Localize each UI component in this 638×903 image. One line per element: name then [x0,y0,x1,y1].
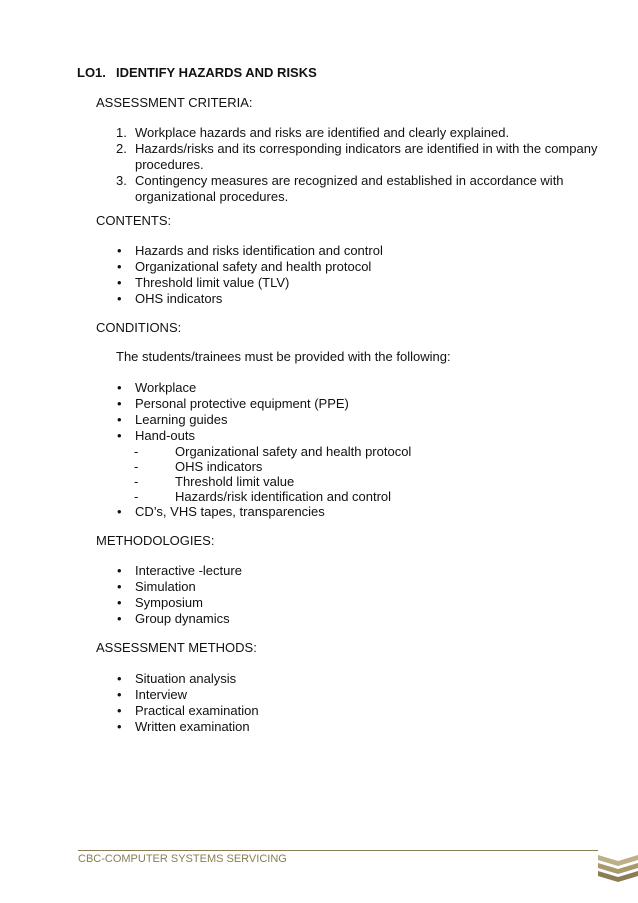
sublist-item: - OHS indicators [134,459,263,474]
assessment-criteria-list [116,125,606,205]
list-item: • Hazards and risks identification and control [117,243,383,258]
criteria-item: 2. Hazards/risks and its corresponding indicators are identified in with the company procedures. [116,141,598,172]
conditions-intro: The students/trainees must be provided with the following: [116,349,451,364]
conditions-list [117,380,411,520]
list-item: • Interview [117,687,188,702]
assessment-methods-list [117,671,259,735]
list-item: • Interactive -lecture [117,563,242,578]
list-item: • Group dynamics [117,611,230,626]
list-item: • Written examination [117,719,250,734]
handouts-sublist [117,444,411,504]
sublist-item: - Hazards/risk identification and control [134,489,392,504]
assessment-methods-label: ASSESSMENT METHODS: [96,640,257,655]
criteria-item: 1. Workplace hazards and risks are identified and clearly explained. [116,125,510,140]
contents-label: CONTENTS: [96,213,172,228]
contents-list [117,243,383,307]
sublist-item: - Organizational safety and health protocol [134,444,412,459]
list-item: • CD’s, VHS tapes, transparencies [117,504,325,519]
list-item: • Simulation [117,579,196,594]
conditions-label: CONDITIONS: [96,320,182,335]
chevron-stack-icon [598,853,638,883]
list-item: • Organizational safety and health protocol [117,259,372,274]
heading-title: IDENTIFY HAZARDS AND RISKS [116,65,317,80]
assessment-criteria-label: ASSESSMENT CRITERIA: [96,95,253,110]
list-item: • OHS indicators [117,291,223,306]
heading-number: LO1. [77,65,106,80]
criteria-item: 3. Contingency measures are recognized and established in accordance with organizational procedures. [116,173,564,204]
list-item: • Personal protective equipment (PPE) [117,396,349,411]
list-item: • Learning guides [117,412,228,427]
section-heading [77,65,317,80]
list-item: • Hand-outs [117,428,195,443]
list-item: • Threshold limit value (TLV) [117,275,290,290]
sublist-item: - Threshold limit value [134,474,295,489]
methodologies-list [117,563,242,627]
list-item: • Practical examination [117,703,259,718]
list-item: • Symposium [117,595,203,610]
list-item: • Workplace [117,380,197,395]
footer-text: CBC-COMPUTER SYSTEMS SERVICING [78,853,287,865]
list-item: • Situation analysis [117,671,237,686]
methodologies-label: METHODOLOGIES: [96,533,215,548]
footer-divider [78,850,598,851]
